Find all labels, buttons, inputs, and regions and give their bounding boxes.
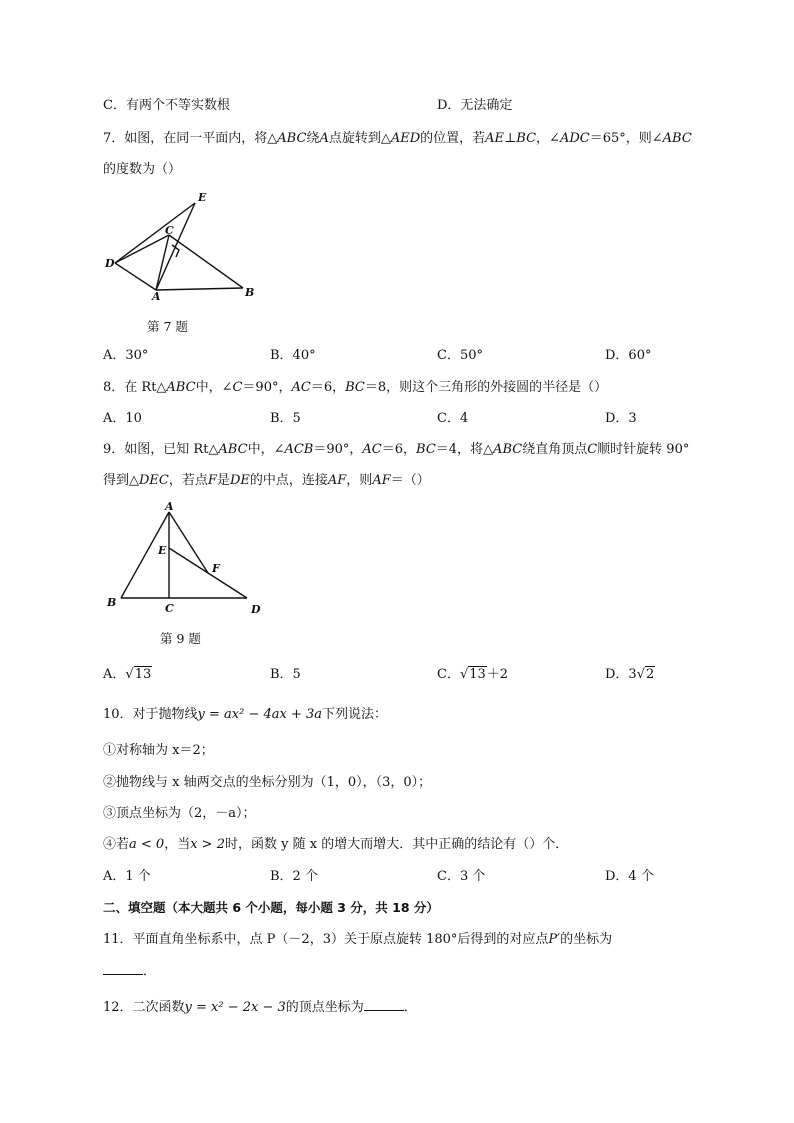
q7-stem-line2: 的度数为（） <box>103 162 182 177</box>
q9-label-c: C <box>165 602 174 615</box>
q7-label-d: D <box>105 257 115 270</box>
q7-label-b: B <box>245 286 255 299</box>
q9-text: 9．如图，已知 Rt <box>103 442 209 457</box>
q7-caption: 第 7 题 <box>147 319 188 334</box>
q9-label-d: D <box>251 603 261 616</box>
q8-text: ＝8，则这个三角形的外接圆的半径是（） <box>364 380 608 395</box>
q10-option-a: A．1 个 <box>103 869 151 884</box>
q6-option-d: D．无法确定 <box>437 98 513 113</box>
q9-text: ＝（） <box>390 473 430 488</box>
q12-formula: y = x² − 2x − 3 <box>184 1000 286 1015</box>
q8-text: ＝6， <box>310 380 346 395</box>
q10-cond: a < 0 <box>129 837 165 852</box>
q9-stem-line2 <box>103 472 430 490</box>
q9-de: DE <box>229 473 250 488</box>
q9-option-a-label: A． <box>103 667 126 682</box>
q7-figure <box>103 187 263 302</box>
q9-option-d-radicand: 2 <box>646 667 655 682</box>
q11-stem <box>103 931 612 949</box>
q7-cond1: AE⊥BC <box>485 131 537 146</box>
q10-option-c: C．3 个 <box>437 869 486 884</box>
q6-option-c: C．有两个不等实数根 <box>103 98 230 113</box>
q7-segment-ab <box>156 288 243 290</box>
q8-text: 中， <box>195 380 222 395</box>
section-heading: 二、填空题（本大题共 6 个小题，每小题 3 分，共 18 分） <box>103 900 439 915</box>
q10-text: 10．对于抛物线 <box>103 707 198 722</box>
q7-tri2: △AED <box>380 131 421 146</box>
q7-text: 绕 <box>306 131 320 146</box>
q10-text: ，当 <box>164 837 191 852</box>
q11-answer-line <box>103 962 156 981</box>
q10-text: ④若 <box>103 837 130 852</box>
q9-bc: BC <box>416 442 436 457</box>
q9-stem-line1 <box>103 441 689 459</box>
q9-label-e: E <box>158 544 167 557</box>
q10-option-d: D．4 个 <box>605 869 654 884</box>
q11-text: 11．平面直角坐标系中，点 P（－2，3）关于原点旋转 180°后得到的对应点 <box>103 932 549 947</box>
q9-option-b: B．5 <box>270 667 301 682</box>
q7-text: 7．如图，在同一平面内，将 <box>103 131 268 146</box>
q12-text: 的顶点坐标为 <box>285 1000 364 1015</box>
q9-label-a: A <box>165 500 174 513</box>
q9-option-a-radicand: 13 <box>134 667 152 682</box>
q7-label-c: C <box>165 224 174 237</box>
q9-tri: △ABC <box>208 442 248 457</box>
q9-option-c <box>437 666 508 684</box>
q7-label-e: E <box>198 191 207 204</box>
q8-angle-c: ∠C <box>221 380 243 395</box>
q9-text: 顺时针旋转 90° <box>597 442 690 457</box>
q9-point-f: F <box>207 473 217 488</box>
q9-af2: AF <box>372 473 391 488</box>
q7-ask: ∠ABC <box>651 131 692 146</box>
q9-text: 中， <box>247 442 274 457</box>
q7-option-d: D．60° <box>605 348 652 363</box>
q8-stem <box>103 379 607 397</box>
q7-text: ＝65°，则 <box>589 131 652 146</box>
q12-answer-blank[interactable] <box>364 998 404 1011</box>
q9-segment-af <box>169 512 208 573</box>
q7-option-b: B．40° <box>270 348 316 363</box>
sqrt-symbol-icon: √ <box>125 667 134 682</box>
q8-option-b: B．5 <box>270 411 301 426</box>
q9-label-f: F <box>212 562 220 575</box>
q7-segment-cb <box>169 235 243 288</box>
q9-angle: ∠ACB <box>273 442 314 457</box>
q9-option-d-label: D．3 <box>605 667 637 682</box>
q10-text: 时，函数 y 随 x 的增大而增大．其中正确的结论有（）个． <box>224 837 569 852</box>
q9-text: ，则 <box>346 473 373 488</box>
q9-text: ＝4，将 <box>435 442 484 457</box>
q7-label-a: A <box>152 290 161 302</box>
q7-segment-ca <box>156 235 169 290</box>
q9-label-b: B <box>107 596 117 609</box>
q9-option-c-label: C． <box>437 667 460 682</box>
q7-text: 点旋转到 <box>328 131 381 146</box>
q8-text: 8．在 Rt <box>103 380 157 395</box>
q9-text: 得到 <box>103 473 130 488</box>
q10-formula: y = ax² − 4ax + 3a <box>197 707 323 722</box>
q7-segment-dc <box>115 235 169 263</box>
q9-tri-dec: △DEC <box>129 473 169 488</box>
q11-pprime: P′ <box>548 932 561 947</box>
q7-tri1: △ABC <box>267 131 307 146</box>
q9-af: AF <box>327 473 347 488</box>
q7-point-a: A <box>319 131 329 146</box>
q7-cond2: ∠ADC <box>549 131 590 146</box>
q9-text: ，若点 <box>168 473 208 488</box>
q8-bc: BC <box>345 380 365 395</box>
q9-option-c-suffix: ＋2 <box>486 667 509 682</box>
q10-option-b: B．2 个 <box>270 869 318 884</box>
q10-statement-1: ①对称轴为 x＝2； <box>103 743 214 758</box>
q9-text: ＝90°， <box>313 442 363 457</box>
q9-caption: 第 9 题 <box>160 631 201 646</box>
q9-point-c: C <box>587 442 598 457</box>
q11-text: 的坐标为 <box>560 932 613 947</box>
q12-text: 12．二次函数 <box>103 1000 185 1015</box>
q12-stem <box>103 998 417 1017</box>
q10-statement-3: ③顶点坐标为（2，－a）； <box>103 806 256 821</box>
q7-segment-da <box>115 263 156 290</box>
q7-option-a: A．30° <box>103 348 149 363</box>
q7-text: ， <box>536 131 550 146</box>
q7-segment-ed <box>115 203 195 263</box>
sqrt-symbol-icon: √ <box>459 667 469 682</box>
q9-option-a <box>103 666 152 684</box>
q9-text: 绕直角顶点 <box>522 442 588 457</box>
q7-stem-line1 <box>103 130 692 148</box>
q9-text: 是 <box>216 473 230 488</box>
q9-ac: AC <box>362 442 382 457</box>
q11-period: ． <box>143 964 157 979</box>
q9-option-d <box>605 666 655 684</box>
q10-stem <box>103 706 387 724</box>
q8-option-a: A．10 <box>103 411 142 426</box>
sqrt-symbol-icon: √ <box>636 667 645 682</box>
q9-option-c-radicand: 13 <box>469 667 486 682</box>
q11-answer-blank[interactable] <box>103 962 143 975</box>
q9-text: ＝6， <box>381 442 417 457</box>
q7-segment-ea <box>156 203 195 290</box>
q10-cond2: x > 2 <box>190 837 225 852</box>
q7-text: 的位置，若 <box>420 131 486 146</box>
q7-option-c: C．50° <box>437 348 483 363</box>
q10-statement-4 <box>103 836 568 854</box>
q10-text: 下列说法： <box>322 707 388 722</box>
q8-option-d: D．3 <box>605 411 637 426</box>
q10-statement-2: ②抛物线与 x 轴两交点的坐标分别为（1，0），（3，0）； <box>103 775 432 790</box>
q8-text: ＝90°， <box>242 380 292 395</box>
q8-tri: △ABC <box>156 380 196 395</box>
q12-period: ． <box>403 1000 417 1015</box>
q9-figure <box>103 498 268 618</box>
q8-option-c: C．4 <box>437 411 469 426</box>
q9-text: 的中点，连接 <box>249 473 328 488</box>
q9-tri2: △ABC <box>483 442 523 457</box>
q8-ac: AC <box>291 380 311 395</box>
